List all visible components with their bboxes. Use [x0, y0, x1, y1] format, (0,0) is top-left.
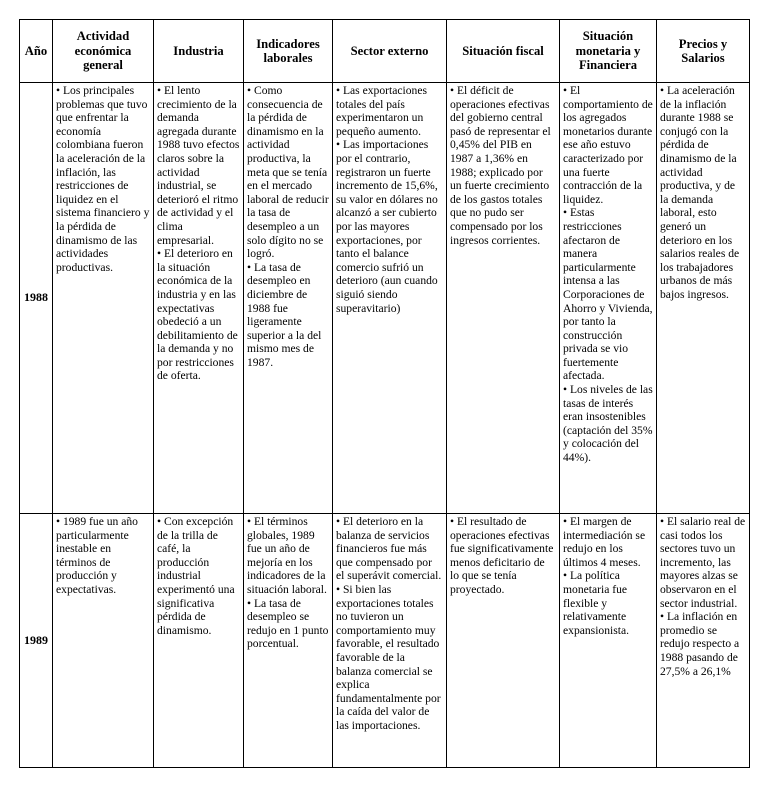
- table-row: [20, 83, 750, 514]
- bullet-text: • El margen de intermediación se redujo en los últimos 4 meses.: [563, 515, 646, 569]
- table-cell: [53, 514, 154, 768]
- bullet-text: • La aceleración de la inflación durante 1988 se conjugó con la pérdida de dinamismo de la actividad productiva, y de la demanda laboral, esto generó un deterioro en los salarios reales de los trabajadores urbanos de más bajos ingresos.: [660, 84, 740, 301]
- bullet-text: • El términos globales, 1989 fue un año de mejoría en los indicadores de la situación laboral.: [247, 515, 327, 596]
- bullet-text: • El deterioro en la situación económica de la industria y en las expectativas obedeció a un debilitamiento de la demanda y no por restricciones de oferta.: [157, 247, 238, 383]
- table-cell: [154, 83, 244, 514]
- table-cell: [447, 514, 560, 768]
- table-cell: [333, 514, 447, 768]
- header-precios-salarios: Precios y Salarios: [657, 20, 750, 83]
- economic-summary-table: [19, 19, 750, 768]
- table-cell: [657, 83, 750, 514]
- table-cell: [333, 83, 447, 514]
- bullet-text: • Los niveles de las tasas de interés eran insostenibles (captación del 35% y colocación del 44%).: [563, 383, 653, 465]
- table-cell: [560, 514, 657, 768]
- header-row: [20, 20, 750, 83]
- bullet-text: • El deterioro en la balanza de servicios financieros fue más que compensado por el superávit comercial.: [336, 515, 442, 583]
- table-row: [20, 514, 750, 768]
- header-industria: Industria: [154, 20, 244, 83]
- bullet-text: • El resultado de operaciones efectivas fue significativamente menos deficitario de lo que se tenía proyectado.: [450, 515, 554, 596]
- bullet-text: • Las importaciones por el contrario, registraron un fuerte incremento de 15,6%, su valor en dólares no alcanzó a ser cubierto por las mayores exportaciones, por tanto el balance comercio sufrió un deterioro (aun cuando siguió siendo superavitario): [336, 138, 438, 315]
- bullet-text: • Como consecuencia de la pérdida de dinamismo en la actividad productiva, la meta que se tenía en el mercado laboral de reducir la tasa de desempleo a un solo dígito no se logró.: [247, 84, 329, 261]
- table-cell: [244, 514, 333, 768]
- table-cell: [560, 83, 657, 514]
- header-situacion-monetaria: Situación monetaria y Financiera: [560, 20, 657, 83]
- bullet-text: • El lento crecimiento de la demanda agregada durante 1988 tuvo efectos claros sobre la actividad industrial, se deterioró el ritmo de actividad y el clima empresarial.: [157, 84, 240, 247]
- header-situacion-fiscal: Situación fiscal: [447, 20, 560, 83]
- table-cell: [154, 514, 244, 768]
- table-cell: [657, 514, 750, 768]
- header-actividad: Actividad económica general: [53, 20, 154, 83]
- header-indicadores: Indicadores laborales: [244, 20, 333, 83]
- bullet-text: • El déficit de operaciones efectivas del gobierno central pasó de representar el 0,45% del PIB en 1987 a 1,36% en 1988; explicado por un fuerte crecimiento de los gastos totales que no pudo ser compensado por los ingresos corrientes.: [450, 84, 551, 247]
- bullet-text: • Si bien las exportaciones totales no tuvieron un comportamiento muy favorable, el resultado favorable de la balanza comercial se explica fundamentalmente por la caída del valor de las importaciones.: [336, 582, 441, 732]
- bullet-text: • Estas restricciones afectaron de manera particularmente intensa a las Corporaciones de Ahorro y Vivienda, por tanto la construcción privada se vio fuertemente afectada.: [563, 206, 653, 383]
- bullet-text: • El comportamiento de los agregados monetarios durante ese año estuvo caracterizado por una fuerte contracción de la liquidez.: [563, 84, 653, 206]
- table-cell: [53, 83, 154, 514]
- header-year: Año: [20, 20, 53, 83]
- header-sector-externo: Sector externo: [333, 20, 447, 83]
- bullet-text: • La tasa de desempleo se redujo en 1 punto porcentual.: [247, 596, 329, 651]
- bullet-text: • 1989 fue un año particularmente inestable en términos de producción y expectativas.: [56, 515, 138, 596]
- bullet-text: • La inflación en promedio se redujo respecto a 1988 pasando de 27,5% a 26,1%: [660, 610, 740, 678]
- year-cell: 1988: [20, 83, 53, 514]
- bullet-text: • Con excepción de la trilla de café, la producción industrial experimentó una significativa pérdida de dinamismo.: [157, 515, 235, 637]
- bullet-text: • Los principales problemas que tuvo que enfrentar la economía colombiana fueron la aceleración de la inflación, las restricciones de liquidez en el sistema financiero y la pérdida de dinamismo de las actividades productivas.: [56, 84, 150, 274]
- table-cell: [447, 83, 560, 514]
- bullet-text: • La tasa de desempleo en diciembre de 1988 fue ligeramente superior a la del mismo mes de 1987.: [247, 260, 322, 369]
- year-cell: 1989: [20, 514, 53, 768]
- table-cell: [244, 83, 333, 514]
- bullet-text: • Las exportaciones totales del país experimentaron un pequeño aumento.: [336, 84, 427, 138]
- bullet-text: • La política monetaria fue flexible y relativamente expansionista.: [563, 569, 630, 637]
- bullet-text: • El salario real de casi todos los sectores tuvo un incremento, las mayores alzas se observaron en el sector industrial.: [660, 515, 746, 610]
